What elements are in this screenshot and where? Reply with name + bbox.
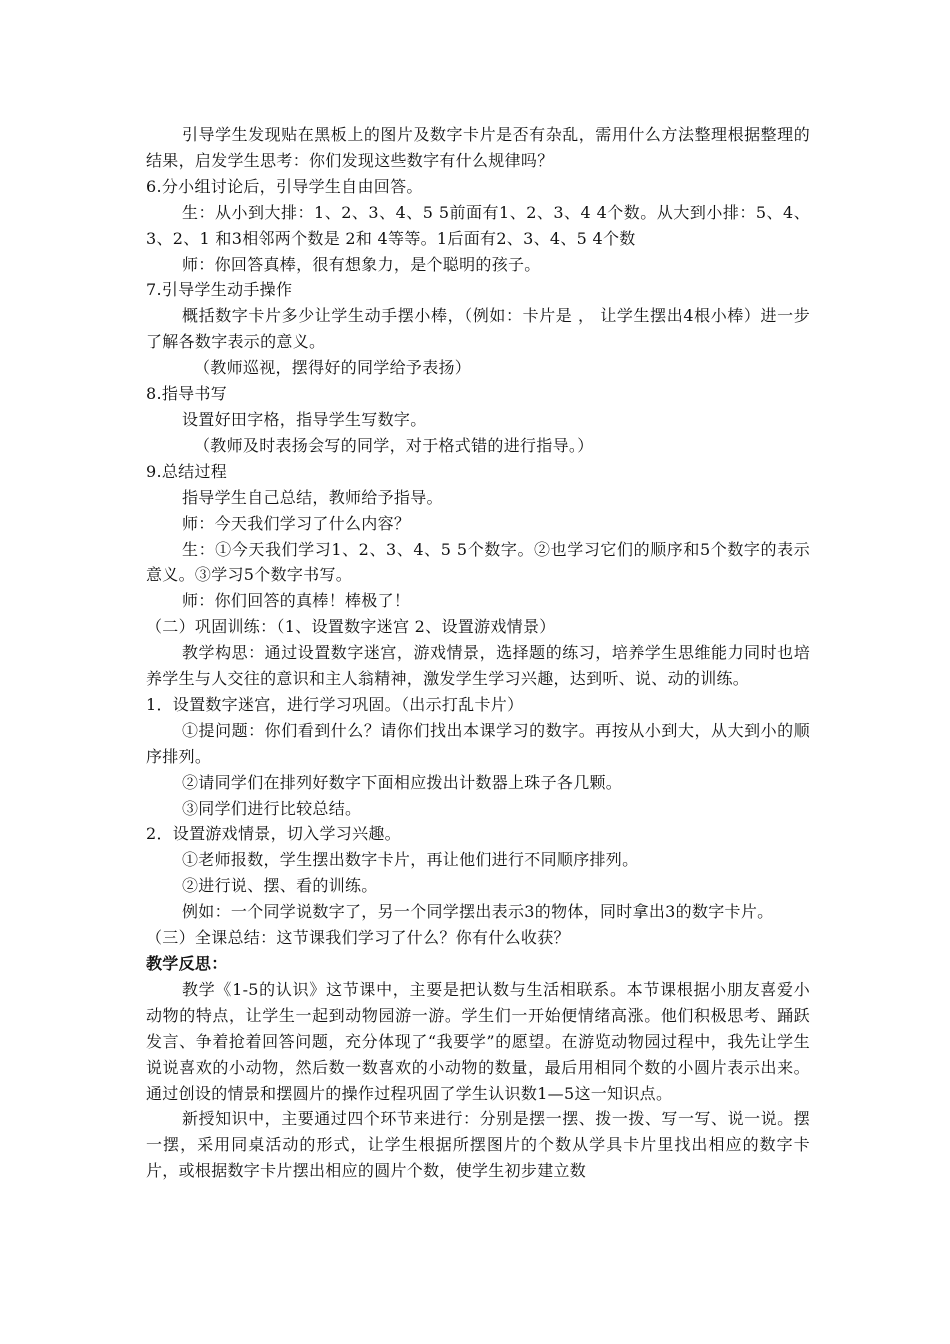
item-1-step-1: ①提问题：你们看到什么？请你们找出本课学习的数字。再按从小到大，从大到小的顺序排列。 [146, 720, 810, 766]
teacher-patrol-note: （教师巡视，摆得好的同学给予表扬） [194, 358, 472, 378]
paragraph-intro: 引导学生发现贴在黑板上的图片及数字卡片是否有杂乱，需用什么方法整理根据整理的结果，启发学生思考：你们发现这些数字有什么规律吗？ [146, 125, 810, 170]
document-body [146, 122, 810, 1184]
teacher-praise: 师：你回答真棒，很有想象力，是个聪明的孩子。 [182, 254, 541, 274]
teacher-final-praise: 师：你们回答的真棒！棒极了！ [182, 591, 411, 611]
item-2-step-1: ①老师报数，学生摆出数字卡片，再让他们进行不同顺序排列。 [182, 850, 639, 870]
item-2-step-2: ②进行说、摆、看的训练。 [182, 876, 378, 896]
step-9-heading: 9.总结过程 [146, 461, 228, 481]
item-2-example: 例如：一个同学说数字了，另一个同学摆出表示3的物体，同时拿出3的数字卡片。 [182, 902, 774, 922]
step-6-heading: 6.分小组讨论后，引导学生自由回答。 [146, 176, 423, 196]
student-answer-order: 生：从小到大排：1、2、3、4、5 5前面有1、2、3、4 4个数。从大到小排：5、4、3、2、1 和3相邻两个数是 2和 4等等。1后面有2、3、4、5 4个数 [146, 202, 810, 248]
reflection-heading: 教学反思： [146, 954, 228, 973]
section-3-heading: （三）全课总结：这节课我们学习了什么？你有什么收获？ [146, 928, 570, 948]
reflection-paragraph-2: 新授知识中，主要通过四个环节来进行：分别是摆一摆、拨一拨、写一写、说一说。摆一摆，采用同桌活动的形式，让学生根据所摆图片的个数从学具卡片里找出相应的数字卡片，或根据数字卡片摆出相应的圆片个数，使学生初步建立数 [146, 1109, 810, 1181]
teacher-writing-note: （教师及时表扬会写的同学，对于格式错的进行指导。） [194, 435, 594, 455]
paragraph-sticks: 概括数字卡片多少让学生动手摆小棒，（例如：卡片是 ， 让学生摆出4根小棒）进一步了解各数字表示的意义。 [146, 306, 810, 352]
paragraph-grid: 设置好田字格，指导学生写数字。 [182, 409, 427, 429]
student-summary: 生：①今天我们学习1、2、3、4、5 5个数字。②也学习它们的顺序和5个数字的表示意义。③学习5个数字书写。 [146, 539, 810, 585]
step-8-heading: 8.指导书写 [146, 384, 228, 404]
section-2-heading: （二）巩固训练：（1、设置数字迷宫 2、设置游戏情景） [146, 617, 556, 637]
teacher-question: 师：今天我们学习了什么内容？ [182, 513, 411, 533]
reflection-paragraph-1: 教学《1-5的认识》这节课中，主要是把认数与生活相联系。本节课根据小朋友喜爱小动物的特点，让学生一起到动物园游一游。学生们一开始便情绪高涨。他们积极思考、踊跃发言、争着抢着回答问题，充分体现了“我要学”的愿望。在游览动物园过程中，我先让学生说说喜欢的小动物，然后数一数喜欢的小动物的数量，最后用相同个数的小圆片表示出来。通过创设的情景和摆圆片的操作过程巩固了学生认识数1—5这一知识点。 [146, 979, 810, 1103]
item-2-heading: 2．设置游戏情景，切入学习兴趣。 [146, 824, 401, 844]
step-7-heading: 7.引导学生动手操作 [146, 280, 293, 300]
paragraph-summary-guide: 指导学生自己总结，教师给予指导。 [182, 487, 443, 507]
item-1-step-2: ②请同学们在排列好数字下面相应拨出计数器上珠子各几颗。 [182, 772, 623, 792]
paragraph-teaching-idea: 教学构思：通过设置数字迷宫，游戏情景，选择题的练习，培养学生思维能力同时也培养学生与人交往的意识和主人翁精神，激发学生学习兴趣，达到听、说、动的训练。 [146, 643, 810, 689]
item-1-heading: 1．设置数字迷宫，进行学习巩固。（出示打乱卡片） [146, 694, 524, 714]
item-1-step-3: ③同学们进行比较总结。 [182, 798, 362, 818]
